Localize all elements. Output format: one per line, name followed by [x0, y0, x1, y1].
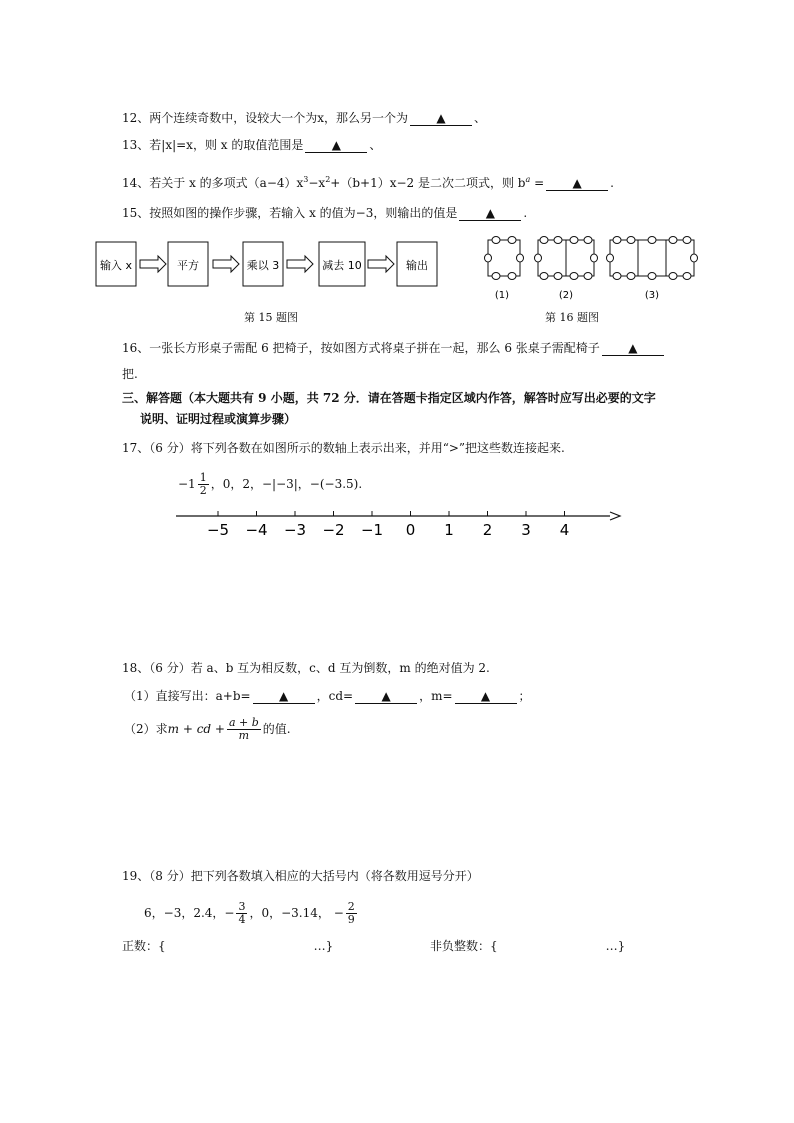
- question-15-tail: .: [523, 206, 528, 220]
- section-3-heading-line-2: 说明、证明过程或演算步骤）: [140, 412, 297, 426]
- m-label: ，m=: [419, 689, 453, 703]
- set-close: …}: [605, 939, 626, 953]
- nonneg-label: 非负整数：{: [430, 939, 498, 953]
- arrangement-label: (3): [644, 290, 660, 301]
- answer-blank[interactable]: [305, 139, 367, 153]
- answer-blank[interactable]: [410, 112, 472, 126]
- question-12-text: 12、两个连续奇数中，设较大一个为x，那么另一个为: [122, 111, 409, 125]
- part-1-tail: ；: [518, 689, 531, 703]
- blank-marker: ▲: [436, 111, 446, 125]
- flow-arrow: [287, 256, 313, 272]
- exponent-2: 2: [325, 175, 331, 184]
- question-17-numbers: [178, 472, 362, 497]
- fraction-three-quarters: $\frac{3}{4}$: [238, 900, 246, 926]
- number-line-tick-label: 1: [444, 521, 454, 539]
- section-3-heading: 三、解答题（本大题共有 9 小题，共 72 分．请在答题卡指定区域内作答，解答时应写出必要的文字: [122, 391, 656, 405]
- flow-box-output: [397, 242, 437, 286]
- fraction-two-ninths: $\frac{2}{9}$: [347, 900, 355, 926]
- question-18-part-1: [124, 688, 531, 704]
- number-line-tick-label: 3: [521, 521, 531, 539]
- question-13: [122, 137, 381, 153]
- question-12: [122, 110, 486, 126]
- expression: m + cd +: [167, 722, 225, 736]
- question-14: [122, 172, 614, 191]
- flow-box-minus-10: [319, 242, 365, 286]
- table-arrangement-3: [607, 237, 698, 280]
- question-12-tail: 、: [474, 111, 487, 125]
- exponent-a: a: [525, 175, 531, 184]
- question-18-part-2: [124, 714, 291, 744]
- question-13-text: 13、若|x|=x，则 x 的取值范围是: [122, 138, 304, 152]
- fraction-one-half: $\frac{1}{2}$: [199, 471, 207, 497]
- blank-marker: ▲: [628, 341, 638, 355]
- flow-box-label: 减去 10: [322, 259, 362, 272]
- number-mixed: −1: [178, 477, 196, 491]
- blank-marker: ▲: [572, 176, 582, 190]
- blank-marker: ▲: [331, 138, 341, 152]
- number-line-tick-label: −5: [206, 521, 230, 539]
- answer-blank[interactable]: [602, 342, 664, 356]
- flow-box-label: 平方: [177, 259, 199, 272]
- number-line-tick-label: 4: [559, 521, 570, 539]
- table-arrangement-2: [535, 237, 598, 280]
- arrangement-label: (2): [558, 290, 574, 301]
- question-14-text-d: =: [530, 176, 545, 190]
- blank-marker: ▲: [381, 689, 391, 703]
- tables-figure-16: [480, 232, 710, 304]
- table-arrangement-1: [485, 237, 524, 280]
- number-line-tick-label: −3: [283, 521, 307, 539]
- number-line-tick-label: −1: [360, 521, 384, 539]
- flow-box-label: 乘以 3: [246, 259, 280, 272]
- cd-label: ，cd=: [316, 689, 354, 703]
- flowchart-figure-15: [95, 238, 455, 292]
- part-2-tail: 的值.: [262, 722, 291, 736]
- flow-box-square: [168, 242, 208, 286]
- number-line-tick-label: 0: [405, 521, 416, 539]
- number-line: [170, 505, 630, 545]
- question-15: [122, 205, 527, 221]
- arrow-right-icon: [610, 512, 620, 520]
- positive-label: 正数：{: [122, 939, 166, 953]
- arrangement-label: (1): [494, 290, 510, 301]
- flow-arrow: [140, 256, 166, 272]
- flow-box-label: 输出: [406, 259, 428, 272]
- figure-15-caption: 第 15 题图: [244, 311, 298, 324]
- part-1-label: （1）直接写出：a+b=: [124, 689, 251, 703]
- answer-blank[interactable]: [355, 690, 417, 704]
- flow-box-label: 输入 x: [99, 259, 133, 272]
- number-list: ，0，2，−|−3|，−(−3.5).: [210, 477, 363, 491]
- number-list-a: 6，−3，2.4，−: [144, 906, 235, 920]
- number-line-ticks: [207, 511, 569, 539]
- flow-box-times-3: [243, 242, 283, 286]
- question-14-text-c: +（b+1）x−2 是二次二项式，则 b: [330, 176, 526, 190]
- answer-blank[interactable]: [546, 177, 608, 191]
- question-14-text-b: −x: [308, 176, 326, 190]
- fraction-a-plus-b-over-m: $\frac{a + b}{m}$: [228, 716, 259, 742]
- blank-marker: ▲: [278, 689, 289, 703]
- exponent-3: 3: [303, 175, 309, 184]
- question-16: [122, 340, 666, 356]
- question-15-text: 15、按照如图的操作步骤，若输入 x 的值为−3，则输出的值是: [122, 206, 458, 220]
- number-line-tick-label: −2: [322, 521, 345, 539]
- question-19: 19、（8 分）把下列各数填入相应的大括号内（将各数用逗号分开）: [122, 869, 479, 883]
- number-line-tick-label: 2: [482, 521, 493, 539]
- flow-arrow: [368, 256, 394, 272]
- positive-set[interactable]: [122, 938, 333, 954]
- flow-box-input: [96, 242, 136, 286]
- figure-16-caption: 第 16 题图: [545, 311, 599, 324]
- question-16-text: 16、一张长方形桌子需配 6 把椅子，按如图方式将桌子拼在一起，那么 6 张桌子需配椅子: [122, 341, 600, 355]
- question-14-tail: .: [610, 176, 614, 190]
- blank-marker: ▲: [480, 689, 491, 703]
- question-16-line-2: 把.: [122, 367, 138, 381]
- number-line-tick-label: −4: [245, 521, 268, 539]
- answer-blank[interactable]: [455, 690, 517, 704]
- minus-sign: −: [333, 906, 344, 920]
- answer-blank[interactable]: [253, 690, 315, 704]
- question-19-numbers: [144, 898, 359, 928]
- question-18: 18、（6 分）若 a、b 互为相反数，c、d 互为倒数，m 的绝对值为 2.: [122, 661, 490, 675]
- blank-marker: ▲: [485, 206, 495, 220]
- number-list-b: ，0，−3.14，: [249, 906, 330, 920]
- part-2-label: （2）求: [124, 722, 168, 736]
- set-close: …}: [313, 939, 334, 953]
- answer-blank[interactable]: [459, 207, 521, 221]
- question-17: 17、（6 分）将下列各数在如图所示的数轴上表示出来，并用“>”把这些数连接起来.: [122, 441, 565, 455]
- question-13-tail: 、: [369, 138, 382, 152]
- question-14-text-a: 14、若关于 x 的多项式（a−4）x: [122, 176, 304, 190]
- nonnegative-integer-set[interactable]: [430, 938, 625, 954]
- flow-arrow: [213, 256, 239, 272]
